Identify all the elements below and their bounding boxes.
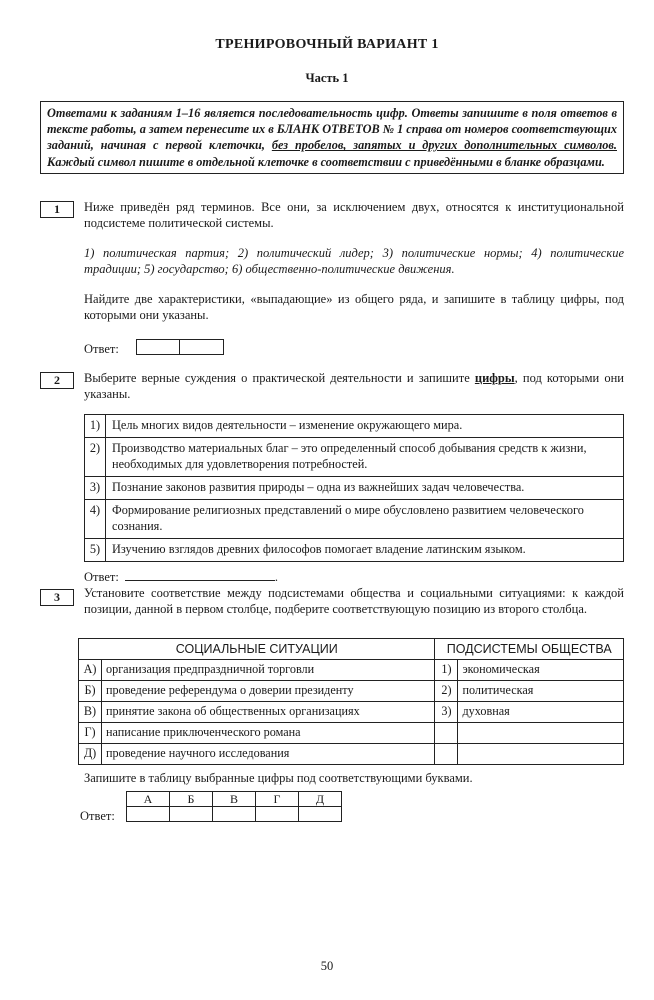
statement-number: 1) — [85, 415, 106, 438]
answer-grid-cells-row — [127, 807, 342, 822]
statement-text: Производство материальных благ – это определенный способ добывания средств к жизни, необходимых для удовлетворения потребностей. — [106, 437, 624, 476]
situation-letter: В) — [79, 701, 102, 722]
question-2-answer — [84, 569, 278, 585]
question-3-number: 3 — [40, 589, 74, 606]
statement-text: Цель многих видов деятельности – изменение окружающего мира. — [106, 415, 624, 438]
subsystem-text — [458, 722, 624, 743]
question-3-answer-label: Ответ: — [80, 809, 115, 823]
question-2-intro — [84, 370, 624, 403]
answer-cell[interactable] — [299, 807, 342, 822]
table-row — [85, 437, 624, 476]
question-2-number: 2 — [40, 372, 74, 389]
part-heading: Часть 1 — [305, 71, 349, 85]
question-1-task: Найдите две характеристики, «выпадающие» из общего ряда, и запишите в таблицу цифры, под которыми они указаны. — [84, 292, 624, 323]
table-row — [79, 743, 624, 764]
subsystem-text: экономическая — [458, 660, 624, 681]
subsystem-text: политическая — [458, 681, 624, 702]
column-header-subsystems: ПОДСИСТЕМЫ ОБЩЕСТВА — [435, 639, 624, 660]
subsystem-number — [435, 743, 458, 764]
statement-text: Формирование религиозных представлений о мире обусловлено развитием человеческого сознания. — [106, 499, 624, 538]
answer-grid-letter: Д — [299, 792, 342, 807]
table-row — [85, 499, 624, 538]
question-2-intro-a: Выберите верные суждения о практической деятельности и запишите — [84, 371, 475, 385]
statement-number: 3) — [85, 476, 106, 499]
question-2-intro-bold: цифры — [474, 371, 515, 385]
question-1-intro: Ниже приведён ряд терминов. Все они, за исключением двух, относятся к институциональной подсистеме политической системы. — [84, 200, 624, 231]
answer-grid-letter: Г — [256, 792, 299, 807]
statement-text: Изучению взглядов древних философов помогает владение латинским языком. — [106, 538, 624, 561]
table-row — [79, 701, 624, 722]
table-row — [79, 722, 624, 743]
statement-number: 2) — [85, 437, 106, 476]
answer-grid-letters-row — [127, 792, 342, 807]
question-1-number: 1 — [40, 201, 74, 218]
instructions-text-2: Каждый символ пишите в отдельной клеточке в соответствии с приведёнными в бланке образцами. — [47, 154, 605, 169]
situation-text: написание приключенческого романа — [102, 722, 435, 743]
page-number: 50 — [320, 959, 334, 973]
answer-cell[interactable] — [127, 807, 170, 822]
instructions-box — [40, 101, 624, 174]
answer-cell[interactable] — [180, 339, 224, 355]
situation-letter: Б) — [79, 681, 102, 702]
table-header-row — [79, 639, 624, 660]
question-3-intro: Установите соответствие между подсистемами общества и социальными ситуациями: к каждой позиции, данной в первом столбце, подберите соответствующую позицию из второго столбца. — [84, 586, 624, 617]
subsystem-number: 3) — [435, 701, 458, 722]
situation-letter: А) — [79, 660, 102, 681]
question-3-answer-grid — [126, 791, 342, 822]
answer-cell[interactable] — [170, 807, 213, 822]
page-title: ТРЕНИРОВОЧНЫЙ ВАРИАНТ 1 — [215, 37, 439, 52]
question-2-answer-end: . — [274, 570, 278, 584]
question-2-intro-b: , под которыми они указаны. — [84, 371, 624, 402]
statement-text: Познание законов развития природы – одна из важнейших задач человечества. — [106, 476, 624, 499]
statement-number: 5) — [85, 538, 106, 561]
answer-grid-letter: А — [127, 792, 170, 807]
instructions-text-1: Ответами к заданиям 1–16 является последовательность цифр. Ответы запишите в поля ответов в тексте работы, а затем перенесите их в БЛАНК ОТВЕТОВ № 1 справа от номеров соответствующих заданий, начиная с первой клеточки, — [47, 106, 617, 153]
situation-text: организация предпраздничной торговли — [102, 660, 435, 681]
table-row — [79, 681, 624, 702]
question-3-matching-table — [78, 638, 624, 765]
subsystem-number: 1) — [435, 660, 458, 681]
question-1-answer-cells[interactable] — [136, 339, 224, 355]
question-2-answer-line[interactable] — [125, 569, 275, 581]
table-row — [85, 415, 624, 438]
instructions-underlined: без пробелов, запятых и других дополнительных символов. — [271, 138, 617, 153]
situation-letter: Д) — [79, 743, 102, 764]
situation-text: принятие закона об общественных организациях — [102, 701, 435, 722]
column-header-situations: СОЦИАЛЬНЫЕ СИТУАЦИИ — [79, 639, 435, 660]
subsystem-number — [435, 722, 458, 743]
situation-text: проведение референдума о доверии президенту — [102, 681, 435, 702]
question-2-answer-label: Ответ: — [84, 570, 119, 584]
table-row — [79, 660, 624, 681]
answer-cell[interactable] — [213, 807, 256, 822]
table-row — [85, 476, 624, 499]
answer-grid-letter: В — [213, 792, 256, 807]
question-1-answer-label: Ответ: — [84, 342, 119, 356]
situation-letter: Г) — [79, 722, 102, 743]
question-3-write-instruction: Запишите в таблицу выбранные цифры под соответствующими буквами. — [84, 771, 473, 785]
situation-text: проведение научного исследования — [102, 743, 435, 764]
subsystem-text — [458, 743, 624, 764]
subsystem-number: 2) — [435, 681, 458, 702]
statement-number: 4) — [85, 499, 106, 538]
subsystem-text: духовная — [458, 701, 624, 722]
question-1-terms: 1) политическая партия; 2) политический лидер; 3) политические нормы; 4) политические традиции; 5) государство; 6) общественно-политические движения. — [84, 246, 624, 277]
answer-cell[interactable] — [136, 339, 180, 355]
table-row — [85, 538, 624, 561]
answer-grid-letter: Б — [170, 792, 213, 807]
answer-cell[interactable] — [256, 807, 299, 822]
question-2-statements-table — [84, 414, 624, 562]
